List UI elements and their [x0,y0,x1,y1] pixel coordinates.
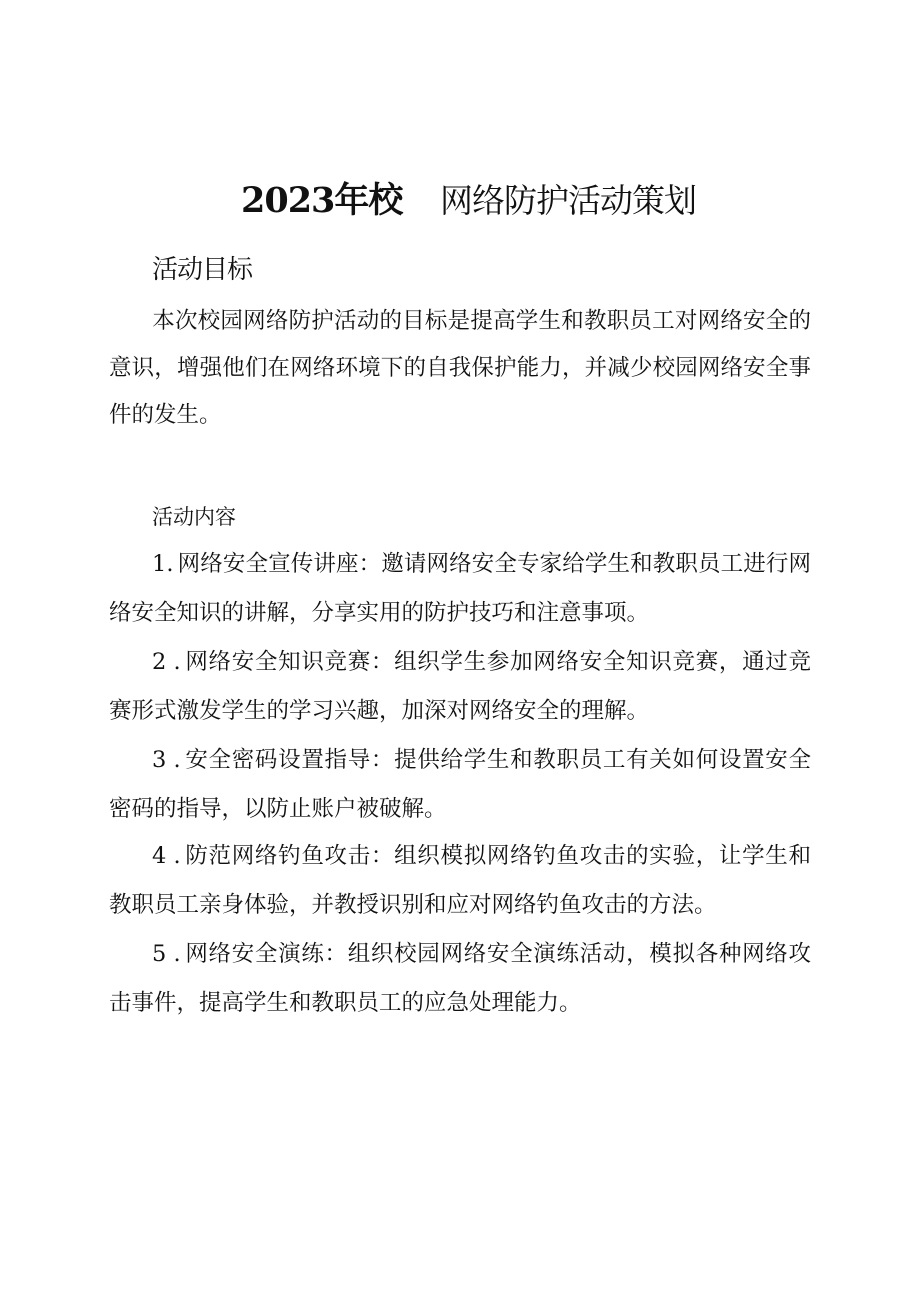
item-number: 2 . [152,649,181,675]
item-text: 网络安全宣传讲座：邀请网络安全专家给学生和教职员工进行网络安全知识的讲解，分享实用的防护技巧和注意事项。 [109,551,811,626]
section-heading-content: 活动内容 [152,505,236,529]
item-number: 3 . [152,747,181,773]
document-title [0,176,920,226]
section-heading-goal: 活动目标 [152,255,253,285]
item-text: 安全密码设置指导：提供给学生和教职员工有关如何设置安全密码的指导，以防止账户被破解。 [109,747,811,822]
goal-paragraph [109,298,811,439]
item-number: 1. [152,551,174,577]
title-topic-part: 网络防护活动策划 [440,181,696,220]
content-item [109,930,811,1028]
content-item [109,540,811,638]
title-year-part: 2023年校 [241,180,403,221]
item-text: 网络安全知识竞赛：组织学生参加网络安全知识竞赛，通过竞赛形式激发学生的学习兴趣，加深对网络安全的理解。 [109,649,811,724]
content-item [109,832,811,930]
goal-paragraph-text: 本次校园网络防护活动的目标是提高学生和教职员工对网络安全的意识，增强他们在网络环境下的自我保护能力，并减少校园网络安全事件的发生。 [109,308,811,428]
item-number: 4 . [152,843,181,869]
item-text: 网络安全演练：组织校园网络安全演练活动，模拟各种网络攻击事件，提高学生和教职员工的应急处理能力。 [109,941,811,1016]
content-item [109,638,811,736]
item-number: 5 . [152,941,181,967]
item-text: 防范网络钓鱼攻击：组织模拟网络钓鱼攻击的实验，让学生和教职员工亲身体验，并教授识别和应对网络钓鱼攻击的方法。 [109,843,811,918]
content-item [109,736,811,834]
